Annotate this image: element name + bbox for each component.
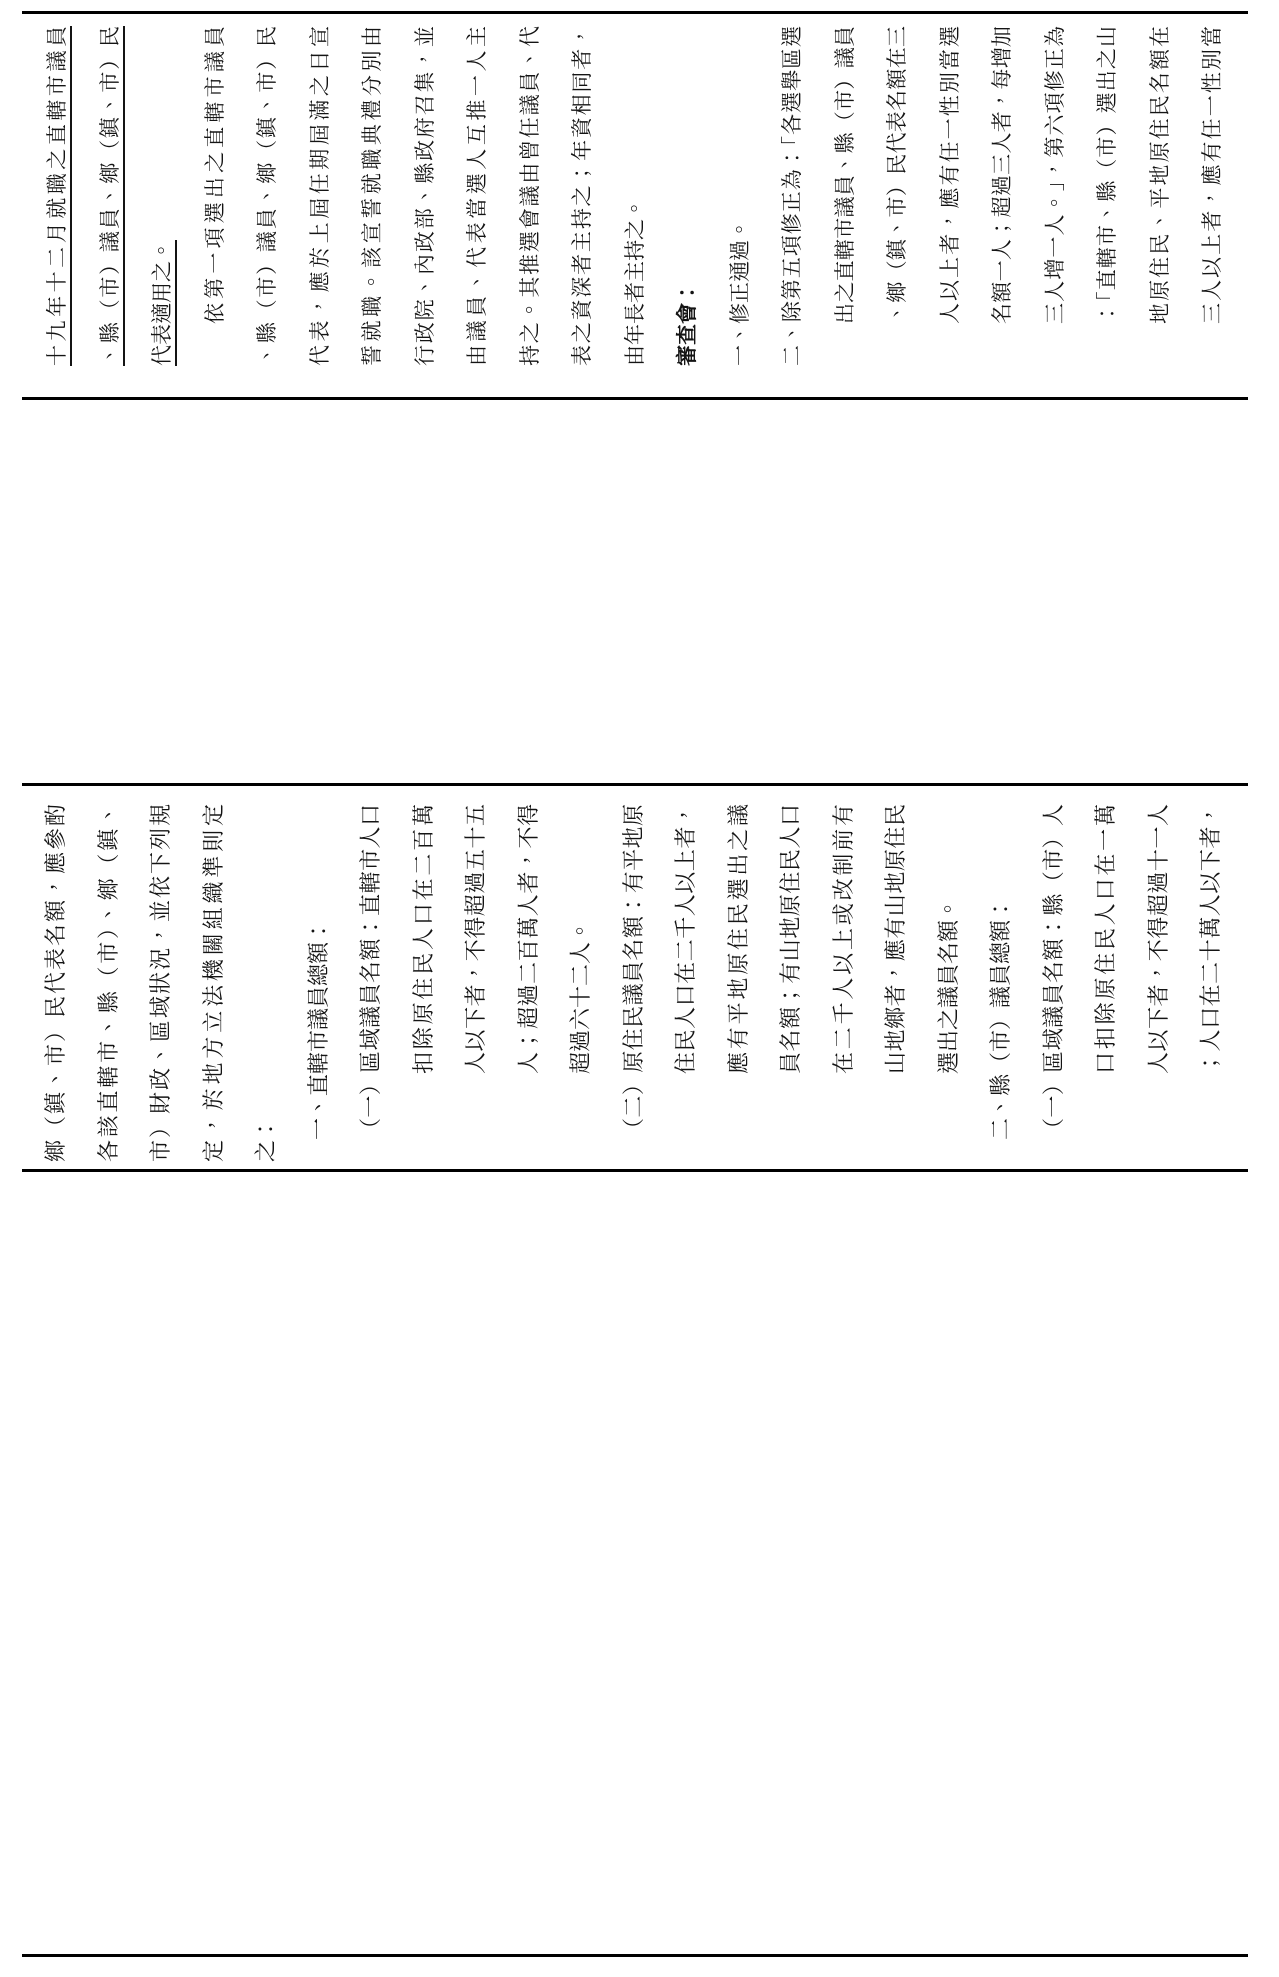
text-line: 誓就職。該宣誓就職典禮分別由 [360,26,384,366]
text-line: 住民人口在二千人以上者， [674,804,699,1074]
blank-band [22,400,1248,783]
text-line: 代表適用之。 [150,240,174,366]
text-line: 之： [254,1117,279,1162]
text-line: 表之資深者主持之；年資相同者， [570,26,594,366]
text-line: 名額一人；超過三人者，每增加 [990,26,1014,324]
text-line: 人；超過二百萬人者，不得 [516,804,542,1074]
text-line: 、鄉（鎮、市）民代表名額在三 [885,26,909,324]
text-line: 選出之議員名額。 [936,897,962,1074]
upper-text-band [31,26,1239,366]
horizontal-rule [22,11,1248,14]
text-line: （二）原住民議員名額：有平地原 [621,804,647,1140]
text-line: 一、修正通過。 [727,219,752,366]
text-line: 扣除原住民人口在二百萬 [411,804,437,1074]
text-line: 、縣（市）議員、鄉（鎮、市）民 [255,26,279,366]
text-line: 員名額；有山地原住民人口 [779,804,804,1074]
text-line: 地原住民、平地原住民名額在 [1147,26,1172,324]
text-line: 三人增一人。」，第六項修正為 [1042,26,1067,324]
section-heading: 審查會： [674,282,699,366]
text-line: 人以下者，不得超過五十五 [464,804,489,1074]
text-line: （一）區域議員名額：縣（市）人 [1041,804,1067,1140]
text-line: 人以下者，不得超過十一人 [1146,804,1172,1074]
text-line: 在二千人以上或改制前有 [831,804,857,1074]
text-line: 各該直轄市、縣（市）、鄉（鎮、 [96,804,122,1162]
horizontal-rule [22,783,1248,786]
text-line: 、縣（市）議員、鄉（鎮、市）民 [97,26,122,366]
text-line: 山地鄉者，應有山地原住民 [884,804,909,1074]
text-line: 口扣除原住民人口在一萬 [1094,804,1119,1074]
text-line: 人以上者，應有任一性別當選 [937,26,962,324]
text-line: 超過六十二人。 [569,919,594,1074]
lower-text-band [31,804,1239,1162]
text-line: 應有平地原住民選出之議 [726,804,752,1074]
text-line: 由年長者主持之。 [622,198,647,366]
text-line: 定，於地方立法機關組織準則定 [201,804,227,1162]
text-line: ：「直轄市、縣（市）選出之山 [1095,26,1119,324]
text-line: 持之。其推選會議由曾任議員、代 [517,26,542,366]
text-line: ；人口在二十萬人以下者， [1199,804,1224,1074]
text-line: 出之直轄市議員、縣（市）議員 [832,26,857,324]
text-line: 二、縣（市）議員總額： [989,897,1014,1140]
text-line: 三人以上者，應有任一性別當 [1200,26,1224,324]
blank-band [22,1172,1248,1954]
text-line: 市）財政、區域狀況，並依下列規 [149,804,174,1162]
horizontal-rule [22,1954,1248,1957]
text-line: 依第一項選出之直轄市議員 [202,26,227,324]
text-line: 由議員、代表當選人互推一人主 [465,26,489,366]
text-line: 行政院、內政部、縣政府召集，並 [412,26,437,366]
text-line: 二、除第五項修正為：「各選舉區選 [780,26,804,366]
text-line: 鄉（鎮、市）民代表名額，應參酌 [44,804,69,1162]
text-line: （一）區域議員名額：直轄市人口 [359,804,384,1140]
text-line: 一、直轄市議員總額： [306,919,332,1140]
text-line: 十九年十二月就職之直轄市議員 [45,26,69,366]
text-line: 代表，應於上屆任期屆滿之日宣 [307,26,332,366]
